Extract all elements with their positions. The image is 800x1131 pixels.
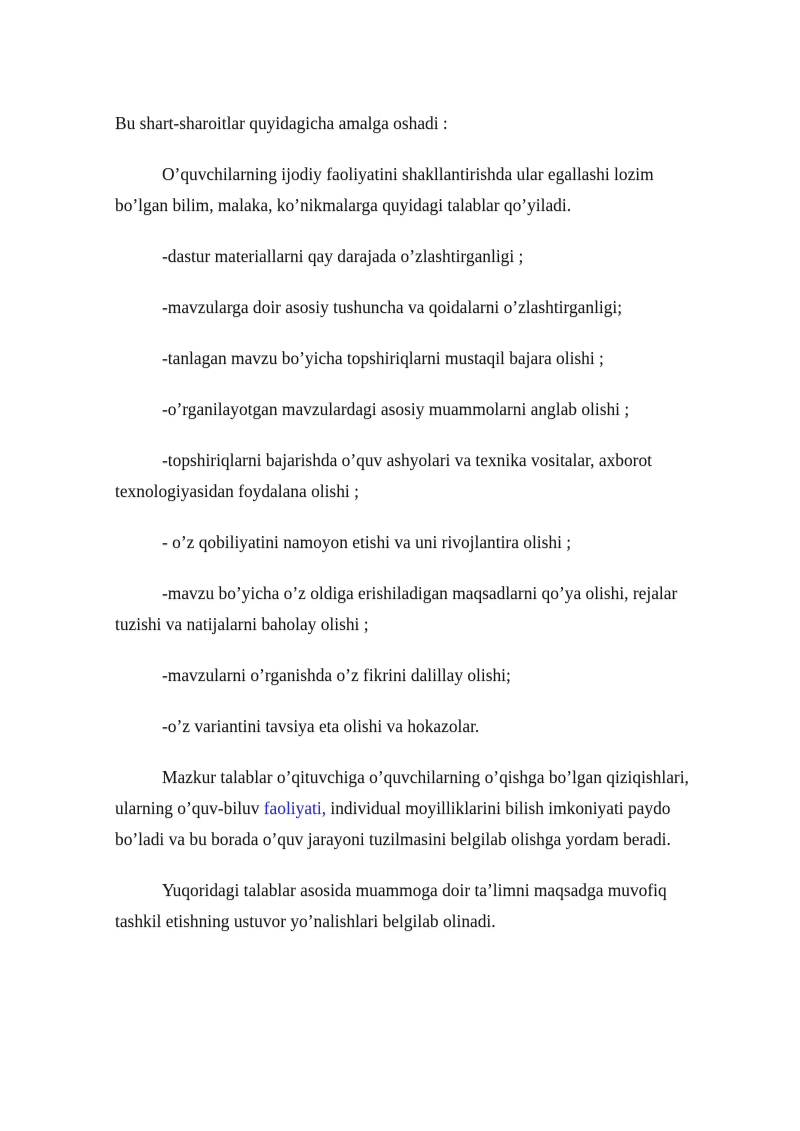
teacher-line-3: bo’ladi va bu borada o’quv jarayoni tuzilmasini belgilab olishga yordam beradi. [115,829,671,849]
list-item [115,578,730,640]
list-item [115,343,730,374]
teacher-line-2-start: ularning o’quv-biluv [115,798,264,818]
document-body [115,108,730,957]
conclusion-line-2: tashkil etishning ustuvor yo’nalishlari belgilab olinadi. [115,911,496,931]
list-item-text: -o’rganilayotgan mavzulardagi asosiy muammolarni anglab olishi ; [162,399,630,419]
list-item-text: -o’z variantini tavsiya eta olishi va hokazolar. [162,716,480,736]
intro-line: Bu shart-sharoitlar quyidagicha amalga oshadi : [115,113,448,133]
list-item-text: -mavzu bo’yicha o’z oldiga erishiladigan maqsadlarni qo’ya olishi, rejalar [162,583,678,603]
intro-paragraph [115,108,730,139]
teacher-paragraph [115,762,730,855]
list-item [115,292,730,323]
requirements-paragraph [115,159,730,221]
list-item-text: - o’z qobiliyatini namoyon etishi va uni rivojlantira olishi ; [162,532,572,552]
list-item-text-continued: tuzishi va natijalarni baholay olishi ; [115,614,369,634]
list-item [115,241,730,272]
list-item-text-continued: texnologiyasidan foydalana olishi ; [115,481,359,501]
requirements-line-2: bo’lgan bilim, malaka, ko’nikmalarga quyidagi talablar qo’yiladi. [115,195,572,215]
teacher-line-1: Mazkur talablar o’qituvchiga o’quvchilarning o’qishga bo’lgan qiziqishlari, [162,767,689,787]
teacher-line-2-end: individual moyilliklarini bilish imkoniyati paydo [326,798,671,818]
list-item [115,711,730,742]
requirements-line-1: O’quvchilarning ijodiy faoliyatini shakllantirishda ular egallashi lozim [162,164,654,184]
conclusion-line-1: Yuqoridagi talablar asosida muammoga doir ta’limni maqsadga muvofiq [162,880,667,900]
faoliyati-link[interactable]: faoliyati, [263,798,327,818]
list-item-text: -mavzularni o’rganishda o’z fikrini dalillay olishi; [162,665,511,685]
list-item [115,660,730,691]
list-item [115,394,730,425]
list-item-text: -dastur materiallarni qay darajada o’zlashtirganligi ; [162,246,524,266]
list-item [115,527,730,558]
conclusion-paragraph [115,875,730,937]
list-item-text: -topshiriqlarni bajarishda o’quv ashyolari va texnika vositalar, axborot [162,450,652,470]
list-item [115,445,730,507]
list-item-text: -mavzularga doir asosiy tushuncha va qoidalarni o’zlashtirganligi; [162,297,623,317]
list-item-text: -tanlagan mavzu bo’yicha topshiriqlarni mustaqil bajara olishi ; [162,348,604,368]
